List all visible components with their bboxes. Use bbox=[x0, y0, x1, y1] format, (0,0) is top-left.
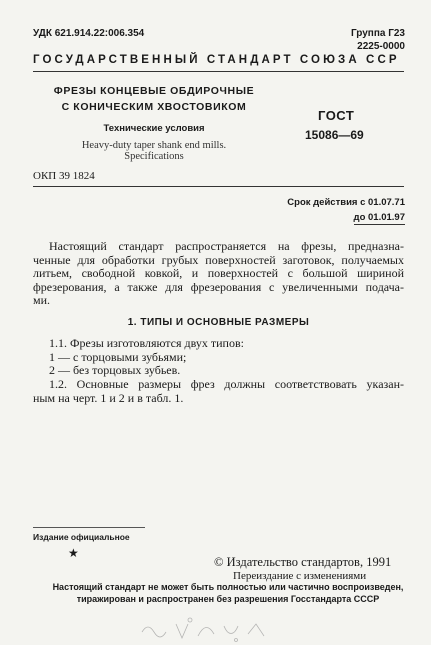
official-edition-label: Издание официальное bbox=[33, 532, 130, 542]
okp-code: ОКП 39 1824 bbox=[33, 170, 95, 182]
gost-label: ГОСТ bbox=[318, 108, 355, 123]
section-line: 1.1. Фрезы изготовляются двух типов: bbox=[49, 336, 244, 350]
star-icon: ★ bbox=[68, 546, 79, 560]
reproduction-notice-line-2: тиражирован и распространен без разрешения Госстандарта СССР bbox=[76, 594, 380, 604]
english-title-line-1: Heavy-duty taper shank end mills. bbox=[81, 140, 227, 151]
subtitle: Технические условия bbox=[103, 123, 205, 134]
section-line: 1 — с торцовыми зубьями; bbox=[49, 349, 187, 364]
intro-line: фрезерования, а также для фрезерования с увеличенными подача- bbox=[33, 279, 404, 294]
intro-line: ченные для обработки грубых поверхностей заготовок, получаемых bbox=[33, 252, 404, 267]
footer-divider bbox=[33, 527, 145, 528]
reproduction-notice-line-1: Настоящий стандарт не может быть полностью или частично воспроизведен, bbox=[52, 582, 404, 592]
intro-paragraph bbox=[33, 240, 404, 308]
intro-line: литьем, свободной ковкой, и поверхностей с большой шириной bbox=[33, 266, 404, 281]
gost-number: 15086—69 bbox=[305, 128, 364, 142]
copyright-line: © Издательство стандартов, 1991 bbox=[214, 555, 392, 569]
validity-start: Срок действия с 01.07.71 bbox=[287, 197, 405, 208]
classification-code: 2225-0000 bbox=[357, 41, 405, 52]
group-code: Группа Г23 bbox=[350, 28, 405, 39]
state-standard-banner: ГОСУДАРСТВЕННЫЙ СТАНДАРТ СОЮЗА ССР bbox=[33, 54, 400, 66]
intro-line: Настоящий стандарт распространяется на фрезы, предназна- bbox=[49, 239, 404, 253]
intro-line: ми. bbox=[33, 293, 51, 308]
section-line: 1.2. Основные размеры фрез должны соответствовать указан- bbox=[49, 377, 404, 392]
validity-end: до 01.01.97 bbox=[353, 212, 405, 223]
title-line-2: С КОНИЧЕСКИМ ХВОСТОВИКОМ bbox=[61, 101, 247, 113]
section-line: ным на черт. 1 и 2 и в табл. 1. bbox=[33, 390, 184, 405]
faint-stamp-mark bbox=[132, 612, 282, 645]
okp-divider bbox=[33, 186, 404, 187]
header-divider bbox=[33, 71, 404, 72]
udk-code: УДК 621.914.22:006.354 bbox=[33, 28, 145, 39]
reprint-line: Переиздание с изменениями bbox=[233, 570, 367, 582]
section-heading: 1. ТИПЫ И ОСНОВНЫЕ РАЗМЕРЫ bbox=[127, 317, 310, 328]
title-line-1: ФРЕЗЫ КОНЦЕВЫЕ ОБДИРОЧНЫЕ bbox=[53, 85, 255, 97]
english-title-line-2: Specifications bbox=[124, 151, 184, 162]
section-line: 2 — без торцовых зубьев. bbox=[49, 363, 181, 378]
section-content bbox=[33, 337, 404, 406]
